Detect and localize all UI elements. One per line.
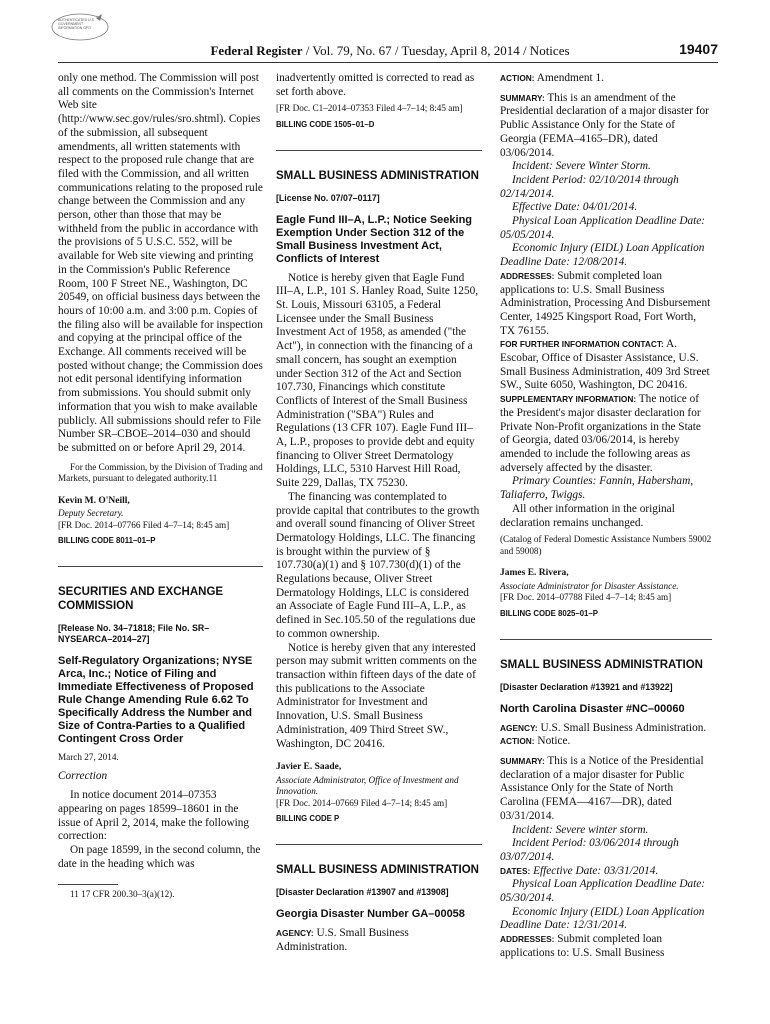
billing-code: BILLING CODE 1505–01–D <box>276 119 375 129</box>
eidl-deadline: Economic Injury (EIDL) Loan Application Deadline Date: 12/08/2014. <box>500 242 705 269</box>
summary-label: SUMMARY: <box>500 92 545 103</box>
paragraph: For the Commission, by the Division of Trading and Markets, pursuant to delegated authority.11 <box>58 461 263 484</box>
dates-value: Effective Date: 03/31/2014. <box>533 864 659 877</box>
notice-title: Eagle Fund III–A, L.P.; Notice Seeking Exemption Under Section 312 of the Small Business Investment Act, Conflicts of Interest <box>276 213 473 265</box>
footnote: 11 17 CFR 200.30–3(a)(12). <box>70 888 175 899</box>
physical-deadline: Physical Loan Application Deadline Date: 05/05/2014. <box>500 215 706 241</box>
supplementary-value: The notice of the President's major disaster declaration for Private Non-Profit organizations in the State of Georgia, dated 03/06/2014, is hereby amended to include the following areas as adversely affected by the disaster. <box>500 393 701 474</box>
primary-counties: Primary Counties: Fannin, Habersham, Taliaferro, Twiggs. <box>500 475 694 502</box>
billing-code: BILLING CODE 8011–01–P <box>58 536 156 546</box>
footnote-rule <box>58 884 118 885</box>
summary-value: This is an amendment of the Presidential declaration of a major disaster for Public Assistance Only for the State of Georgia (FEMA–4165–DR), dated 03/06/2014. <box>500 91 709 159</box>
issue-info: / Vol. 79, No. 67 / Tuesday, April 8, 2014 / Notices <box>302 43 570 58</box>
notice-title: Self-Regulatory Organizations; NYSE Arca, Inc.; Notice of Filing and Immediate Effectiveness of Proposed Rule Change Amending Rule 6.62 To Specifically Address the Number and Size of Contra-Parties to a Qualified Contingent Cross Order <box>58 655 254 746</box>
paragraph: In notice document 2014–07353 appearing on pages 18599–18601 in the issue of April 2, 2014, make the following correction: <box>58 789 250 843</box>
agency-line <box>500 722 712 736</box>
agency-heading: SMALL BUSINESS ADMINISTRATION <box>500 658 703 671</box>
action-value: Notice. <box>537 735 571 748</box>
contact <box>500 338 712 393</box>
notice-title: North Carolina Disaster #NC–00060 <box>500 702 685 715</box>
summary-label: SUMMARY: <box>500 756 545 767</box>
paragraph: only one method. The Commission will post all comments on the Commission's Internet Web site (http://www.sec.gov/rules/sro.shtml). Copies of the submission, all subsequent amendments, all written statements with respect to the proposed rule change that are filed with the Commission, and all written communications relating to the proposed rule change between the Commission and any person, other than those that may be withheld from the public in accordance with the provisions of 5 U.S.C. 552, will be available for Web site viewing and printing in the Commission's Public Reference Room, 100 F Street NE., Washington, DC 20549, on official business days between the hours of 10:00 a.m. and 3:00 p.m. Copies of the filing also will be available for inspection and copying at the principal office of the Exchange. All comments received will be posted without change; the Commission does not edit personal identifying information from submissions. You should submit only information that you wish to make available publicly. All submissions should refer to File Number SR–CBOE–2014–030 and should be submitted on or before April 29, 2014. <box>58 72 263 454</box>
summary <box>500 92 712 161</box>
publication-name: Federal Register <box>210 43 303 58</box>
dates <box>500 865 712 879</box>
paragraph: inadvertently omitted is corrected to read as set forth above. <box>276 72 475 98</box>
action-label: ACTION: <box>500 73 535 83</box>
page-number: 19407 <box>679 41 718 57</box>
section-divider <box>276 844 482 845</box>
agency-value: U.S. Small Business Administration. <box>540 721 707 734</box>
notice-date: March 27, 2014. <box>58 752 119 763</box>
agency-label: AGENCY: <box>500 722 538 733</box>
addresses <box>500 933 712 960</box>
paragraph: On page 18599, in the second column, the date in the heading which was <box>58 844 261 870</box>
fr-doc: [FR Doc. 2014–07788 Filed 4–7–14; 8:45 am] <box>500 592 672 603</box>
billing-code: BILLING CODE 8025–01–P <box>500 608 598 618</box>
agency-heading: SECURITIES AND EXCHANGE COMMISSION <box>58 586 224 613</box>
column-1 <box>58 72 263 900</box>
billing-code: BILLING CODE P <box>276 814 340 824</box>
column-2 <box>276 72 482 955</box>
contact-value: A. Escobar, Office of Disaster Assistance, U.S. Small Business Administration, 409 3rd Street SW., Suite 6050, Washington, DC 20416. <box>500 338 710 392</box>
license-number: [License No. 07/07–0117] <box>276 192 380 203</box>
correction-label: Correction <box>58 769 108 782</box>
section-divider <box>276 150 482 151</box>
incident-period: Incident Period: 02/10/2014 through 02/14/2014. <box>500 173 679 200</box>
declaration-number: [Disaster Declaration #13921 and #13922] <box>500 681 673 692</box>
fr-doc: [FR Doc. 2014–07669 Filed 4–7–14; 8:45 am] <box>276 797 448 808</box>
notice-title: Georgia Disaster Number GA–00058 <box>276 908 465 921</box>
declaration-number: [Disaster Declaration #13907 and #13908] <box>276 887 449 898</box>
incident: Incident: Severe Winter Storm. <box>512 160 651 173</box>
header-rule <box>58 62 718 63</box>
incident-period: Incident Period: 03/06/2014 through 03/07/2014. <box>500 837 679 863</box>
signer-name: Kevin M. O'Neill, <box>58 495 130 506</box>
effective-date: Effective Date: 04/01/2014. <box>512 201 638 214</box>
fr-doc: [FR Doc. 2014–07766 Filed 4–7–14; 8:45 am] <box>58 519 230 530</box>
supplementary-label: SUPPLEMENTARY INFORMATION: <box>500 394 637 405</box>
addresses-value: Submit completed loan applications to: U.S. Small Business <box>500 933 665 959</box>
signer-title: Deputy Secretary. <box>58 508 124 519</box>
action-line <box>500 735 712 749</box>
agency-heading: SMALL BUSINESS ADMINISTRATION <box>276 864 479 877</box>
column-3 <box>500 72 712 961</box>
contact-label: FOR FURTHER INFORMATION CONTACT: <box>500 339 664 350</box>
addresses-label: ADDRESSES: <box>500 270 555 281</box>
addresses-value: Submit completed loan applications to: U.S. Small Business Administration, Processing And Disbursement Center, 14925 Kingsport Road, Fort Worth, TX 76155. <box>500 269 711 337</box>
summary-value: This is a Notice of the Presidential declaration of a major disaster for Public Assistance Only for the State of North Carolina (FEMA—4167—DR), dated 03/31/2014. <box>500 755 704 822</box>
signer-title: Associate Administrator, Office of Investment and Innovation. <box>276 774 459 797</box>
action-line <box>500 72 712 86</box>
section-divider <box>58 566 263 567</box>
section-divider <box>500 639 712 640</box>
summary <box>500 755 712 824</box>
agency-value: U.S. Small Business Administration. <box>276 927 409 953</box>
paragraph: Notice is hereby given that any interested person may submit written comments on the transaction within fifteen days of the date of this publications to the Associate Administrator for Investment and Innovation, U.S. Small Business Administration, 409 Third Street SW., Washington, DC 20416. <box>276 641 477 750</box>
dates-label: DATES: <box>500 865 531 876</box>
paragraph: The financing was contemplated to provide capital that contributes to the growth and overall sound financing of Oliver Street Dermatology Holdings, LLC. The financing is brought within the purview of § 107.730(a)(1) and § 107.730(d)(1) of the Regulations because, Oliver Street Dermatology Holdings, LLC is considered an Associate of Eagle Fund III–A, L.P., as defined in Sec.105.50 of the regulations due to common ownership. <box>276 490 480 640</box>
eidl-deadline: Economic Injury (EIDL) Loan Application Deadline Date: 12/31/2014. <box>500 905 705 932</box>
logo-text: AUTHENTICATED U.S. GOVERNMENT INFORMATION GPO <box>58 18 95 30</box>
incident: Incident: Severe winter storm. <box>512 823 649 836</box>
fr-doc: [FR Doc. C1–2014–07353 Filed 4–7–14; 8:45 am] <box>276 103 463 114</box>
header-title <box>62 43 718 59</box>
action-label: ACTION: <box>500 736 535 747</box>
paragraph: All other information in the original declaration remains unchanged. <box>500 502 675 529</box>
agency-line <box>276 927 482 954</box>
release-number: [Release No. 34–71818; File No. SR–NYSEARCA–2014–27] <box>58 623 210 645</box>
physical-deadline: Physical Loan Application Deadline Date: 05/30/2014. <box>500 878 706 905</box>
agency-heading: SMALL BUSINESS ADMINISTRATION <box>276 169 479 182</box>
addresses <box>500 270 712 339</box>
running-header <box>62 41 718 63</box>
addresses-label: ADDRESSES: <box>500 934 555 945</box>
signer-title: Associate Administrator for Disaster Assistance. <box>500 580 679 591</box>
agency-label: AGENCY: <box>276 928 314 939</box>
paragraph: Notice is hereby given that Eagle Fund III–A, L.P., 101 S. Hanley Road, Suite 1250, St. Louis, Missouri 63105, a Federal Licensee under the Small Business Investment Act of 1958, as amended ("the Act"), in connection with the financing of a small concern, has sought an exemption under Section 312 of the Act and Section 107.730, Financings which constitute Conflicts of Interest of the Small Business Administration ("SBA") Rules and Regulations (13 CFR 107). Eagle Fund III–A, L.P., proposes to provide debt and equity financing to Oliver Street Dermatology Holdings, LLC, 5310 Harvest Hill Road, Suite 229, Dallas, TX 75230. <box>276 271 479 490</box>
supplementary <box>500 393 712 475</box>
catalog: (Catalog of Federal Domestic Assistance Numbers 59002 and 59008) <box>500 534 712 556</box>
action-value: Amendment 1. <box>536 72 604 84</box>
signer-name: James E. Rivera, <box>500 568 569 579</box>
signer-name: Javier E. Saade, <box>276 762 342 773</box>
